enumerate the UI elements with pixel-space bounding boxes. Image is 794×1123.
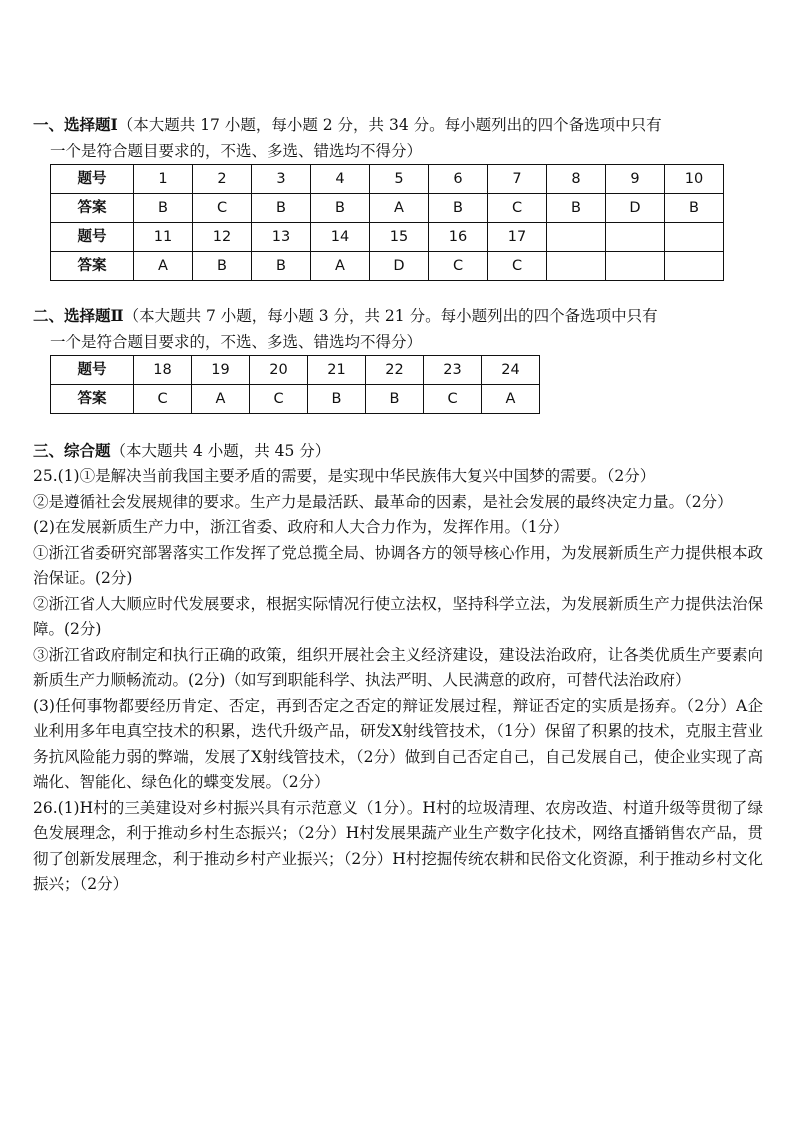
row-label-answer: 答案: [51, 385, 134, 414]
question-number: 19: [192, 356, 250, 385]
question-number: 2: [193, 165, 252, 194]
empty-cell: [665, 252, 724, 281]
question-number: 18: [134, 356, 192, 385]
answer-cell: C: [424, 385, 482, 414]
answer-paragraph: ②是遵循社会发展规律的要求。生产力是最活跃、最革命的因素，是社会发展的最终决定力量。（2分）: [33, 492, 733, 511]
answer-cell: B: [366, 385, 424, 414]
answer-cell: B: [547, 194, 606, 223]
answer-paragraph: (3)任何事物都要经历肯定、否定，再到否定之否定的辩证发展过程，辩证否定的实质是扬弃。（2分）A企业利用多年电真空技术的积累，迭代升级产品，研发X射线管技术，（1分）保留了积累的技术，克服主营业务抗风险能力弱的弊端，发展了X射线管技术，（2分）做到自己否定自己，自己发展自己，使企业实现了高端化、智能化、绿色化的蝶变发展。（2分）: [33, 696, 763, 791]
empty-cell: [547, 223, 606, 252]
section1-desc-cont: 一个是符合题目要求的，不选、多选、错选均不得分）: [50, 142, 423, 160]
table-row: [51, 223, 724, 252]
answer-cell: B: [311, 194, 370, 223]
answer-paragraph: ①浙江省委研究部署落实工作发挥了党总揽全局、协调各方的领导核心作用，为发展新质生产力提供根本政治保证。(2分): [33, 543, 763, 587]
question-number: 8: [547, 165, 606, 194]
row-label-question: 题号: [51, 223, 134, 252]
answer-cell: B: [252, 194, 311, 223]
section2-heading: [33, 303, 763, 355]
section2-desc: （本大题共 7 小题，每小题 3 分，共 21 分。每小题列出的四个备选项中只有: [123, 307, 658, 325]
answer-paragraph: 25.(1)①是解决当前我国主要矛盾的需要，是实现中华民族伟大复兴中国梦的需要。（2分）: [33, 467, 656, 485]
answer-cell: C: [250, 385, 308, 414]
answer-paragraph: ③浙江省政府制定和执行正确的政策，组织开展社会主义经济建设，建设法治政府，让各类优质生产要素向新质生产力顺畅流动。(2分)（如写到职能科学、执法严明、人民满意的政府，可替代法治政府）: [33, 645, 763, 689]
row-label-answer: 答案: [51, 252, 134, 281]
empty-cell: [547, 252, 606, 281]
row-label-question: 题号: [51, 356, 134, 385]
answer-cell: D: [370, 252, 429, 281]
answer-cell: A: [134, 252, 193, 281]
question-number: 5: [370, 165, 429, 194]
question-number: 17: [488, 223, 547, 252]
section2-title: 二、选择题Ⅱ: [33, 306, 124, 325]
empty-cell: [606, 252, 665, 281]
answer-cell: B: [429, 194, 488, 223]
section1-desc: （本大题共 17 小题，每小题 2 分，共 34 分。每小题列出的四个备选项中只有: [117, 116, 662, 134]
row-label-answer: 答案: [51, 194, 134, 223]
question-number: 11: [134, 223, 193, 252]
table-row: [51, 165, 724, 194]
answer-sheet: [33, 112, 763, 898]
section3-heading: [33, 438, 763, 464]
answer-cell: A: [192, 385, 250, 414]
question-number: 24: [482, 356, 540, 385]
table-row: [51, 385, 540, 414]
section1-answer-table: [50, 164, 724, 281]
empty-cell: [606, 223, 665, 252]
section1-heading: [33, 112, 763, 164]
section2-answer-table: [50, 355, 540, 414]
answer-cell: D: [606, 194, 665, 223]
question-number: 16: [429, 223, 488, 252]
section2-desc-cont: 一个是符合题目要求的，不选、多选、错选均不得分）: [50, 333, 423, 351]
question-number: 23: [424, 356, 482, 385]
answer-cell: B: [665, 194, 724, 223]
section3-desc: （本大题共 4 小题，共 45 分）: [110, 442, 331, 460]
question-number: 10: [665, 165, 724, 194]
question-number: 13: [252, 223, 311, 252]
question-number: 3: [252, 165, 311, 194]
answer-cell: C: [488, 252, 547, 281]
table-row: [51, 356, 540, 385]
answer-cell: B: [308, 385, 366, 414]
answer-cell: B: [193, 252, 252, 281]
answer-cell: C: [488, 194, 547, 223]
answer-cell: A: [311, 252, 370, 281]
section1-title: 一、选择题Ⅰ: [33, 115, 118, 134]
section3-title: 三、综合题: [33, 441, 111, 460]
table-row: [51, 194, 724, 223]
answer-cell: C: [429, 252, 488, 281]
answer-cell: A: [482, 385, 540, 414]
answer-cell: B: [134, 194, 193, 223]
answer-paragraph: ②浙江省人大顺应时代发展要求，根据实际情况行使立法权，坚持科学立法，为发展新质生产力提供法治保障。(2分): [33, 594, 763, 638]
question-number: 21: [308, 356, 366, 385]
answer-paragraph: (2)在发展新质生产力中，浙江省委、政府和人大合力作为，发挥作用。（1分）: [33, 518, 569, 536]
row-label-question: 题号: [51, 165, 134, 194]
answer-paragraph: 26.(1)H村的三美建设对乡村振兴具有示范意义（1分）。H村的垃圾清理、农房改造、村道升级等贯彻了绿色发展理念，利于推动乡村生态振兴；（2分）H村发展果蔬产业生产数字化技术，网络直播销售农产品，贯彻了创新发展理念，利于推动乡村产业振兴；（2分）H村挖掘传统农耕和民俗文化资源，利于推动乡村文化振兴；（2分）: [33, 798, 763, 893]
empty-cell: [665, 223, 724, 252]
answer-cell: A: [370, 194, 429, 223]
question-number: 20: [250, 356, 308, 385]
question-number: 14: [311, 223, 370, 252]
answer-cell: C: [134, 385, 192, 414]
question-number: 12: [193, 223, 252, 252]
question-number: 6: [429, 165, 488, 194]
table-row: [51, 252, 724, 281]
answer-cell: B: [252, 252, 311, 281]
question-number: 22: [366, 356, 424, 385]
question-number: 7: [488, 165, 547, 194]
question-number: 4: [311, 165, 370, 194]
question-number: 15: [370, 223, 429, 252]
answer-cell: C: [193, 194, 252, 223]
question-number: 9: [606, 165, 665, 194]
question-number: 1: [134, 165, 193, 194]
